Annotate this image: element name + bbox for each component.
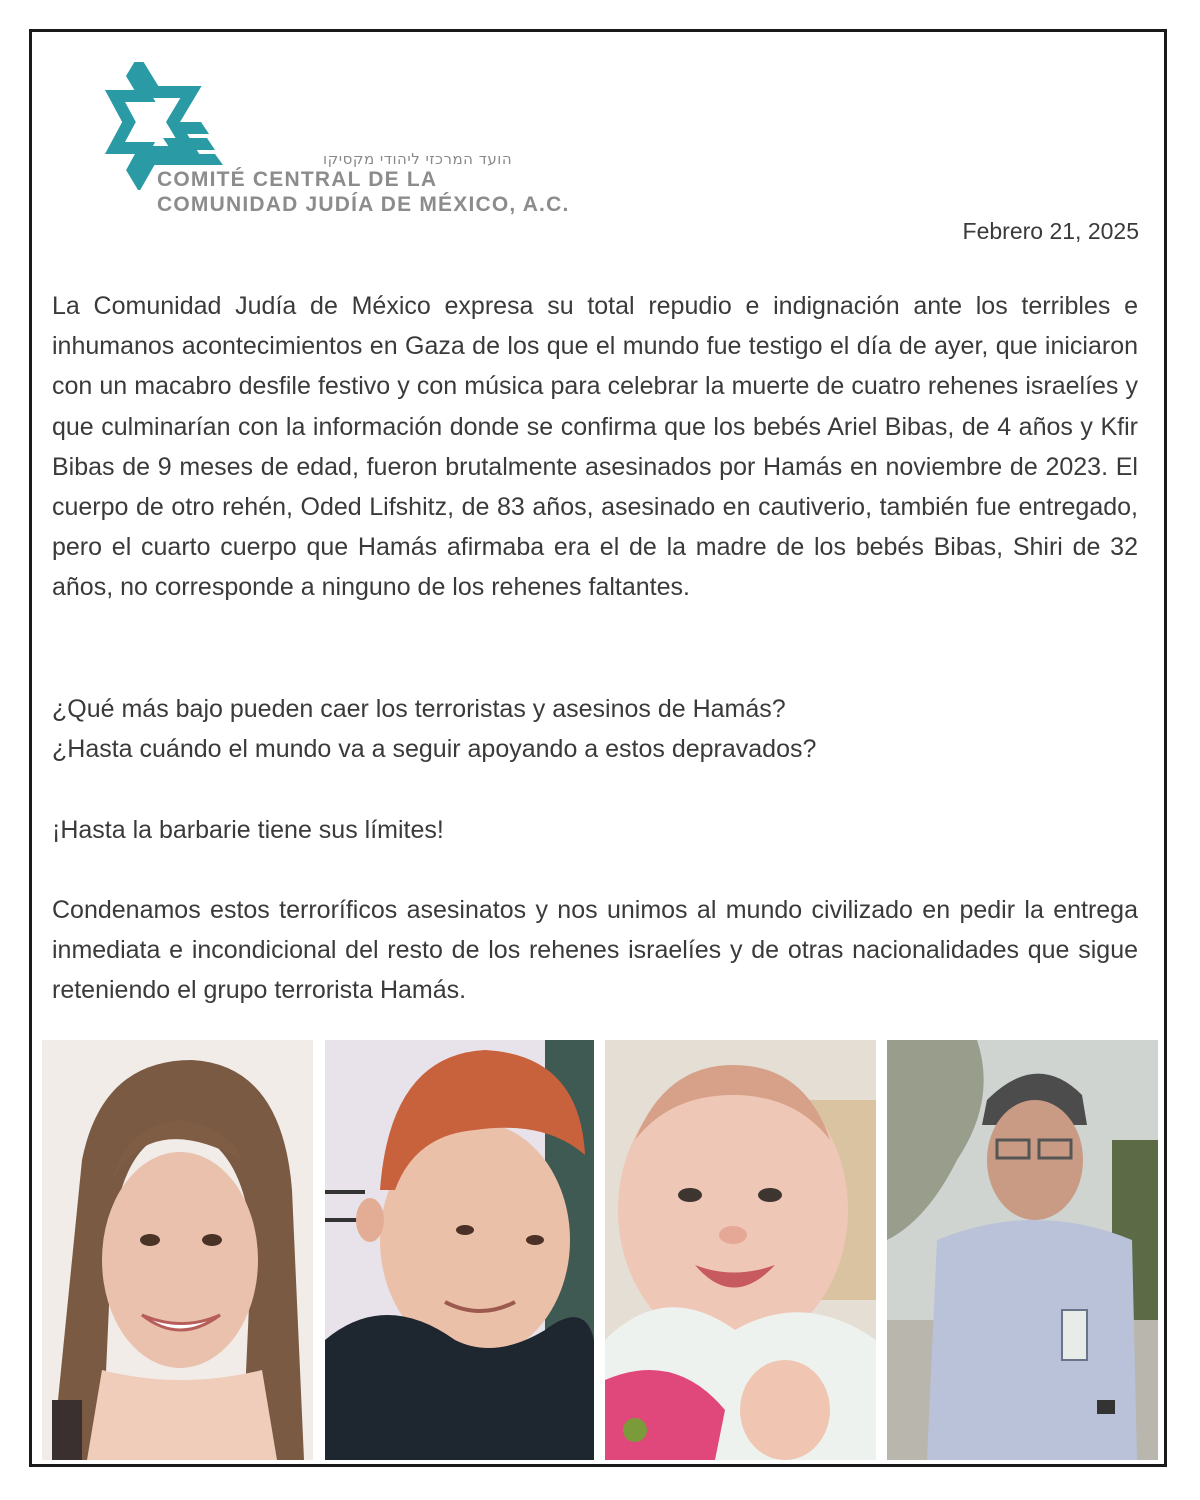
organization-logo <box>93 62 653 222</box>
organization-name-line2: COMUNIDAD JUDÍA DE MÉXICO, A.C. <box>157 193 570 216</box>
photo-woman-portrait <box>42 1040 313 1460</box>
statement-paragraph-2: Condenamos estos terroríficos asesinatos y nos unimos al mundo civilizado en pedir la entrega inmediata e incondicional del resto de los rehenes israelíes y de otras nacionalidades que sigue reteniendo el grupo terrorista Hamás. <box>52 896 1138 1005</box>
question-line-1: ¿Qué más bajo pueden caer los terroristas y asesinos de Hamás? <box>52 695 786 723</box>
question-line-2: ¿Hasta cuándo el mundo va a seguir apoyando a estos depravados? <box>52 735 817 763</box>
photo-baby-portrait <box>605 1040 876 1460</box>
organization-hebrew-name: הועד המרכזי ליהודי מקסיקו <box>323 150 513 168</box>
organization-name-line1: COMITÉ CENTRAL DE LA <box>157 168 438 191</box>
photo-elderly-man-portrait <box>887 1040 1158 1460</box>
exclamation-line: ¡Hasta la barbarie tiene sus límites! <box>52 816 444 844</box>
photo-boy-portrait <box>325 1040 594 1460</box>
statement-paragraph-1: La Comunidad Judía de México expresa su total repudio e indignación ante los terribles e inhumanos acontecimientos en Gaza de los que el mundo fue testigo el día de ayer, que iniciaron con un macabro desfile festivo y con música para celebrar la muerte de cuatro rehenes israelíes y que culminarían con la información donde se confirma que los bebés Ariel Bibas, de 4 años y Kfir Bibas de 9 meses de edad, fueron brutalmente asesinados por Hamás en noviembre de 2023. El cuerpo de otro rehén, Oded Lifshitz, de 83 años, asesinado en cautiverio, también fue entregado, pero el cuarto cuerpo que Hamás afirmaba era el de la madre de los bebés Bibas, Shiri de 32 años, no corresponde a ninguno de los rehenes faltantes. <box>52 292 1138 602</box>
letter-date: Febrero 21, 2025 <box>962 218 1139 244</box>
